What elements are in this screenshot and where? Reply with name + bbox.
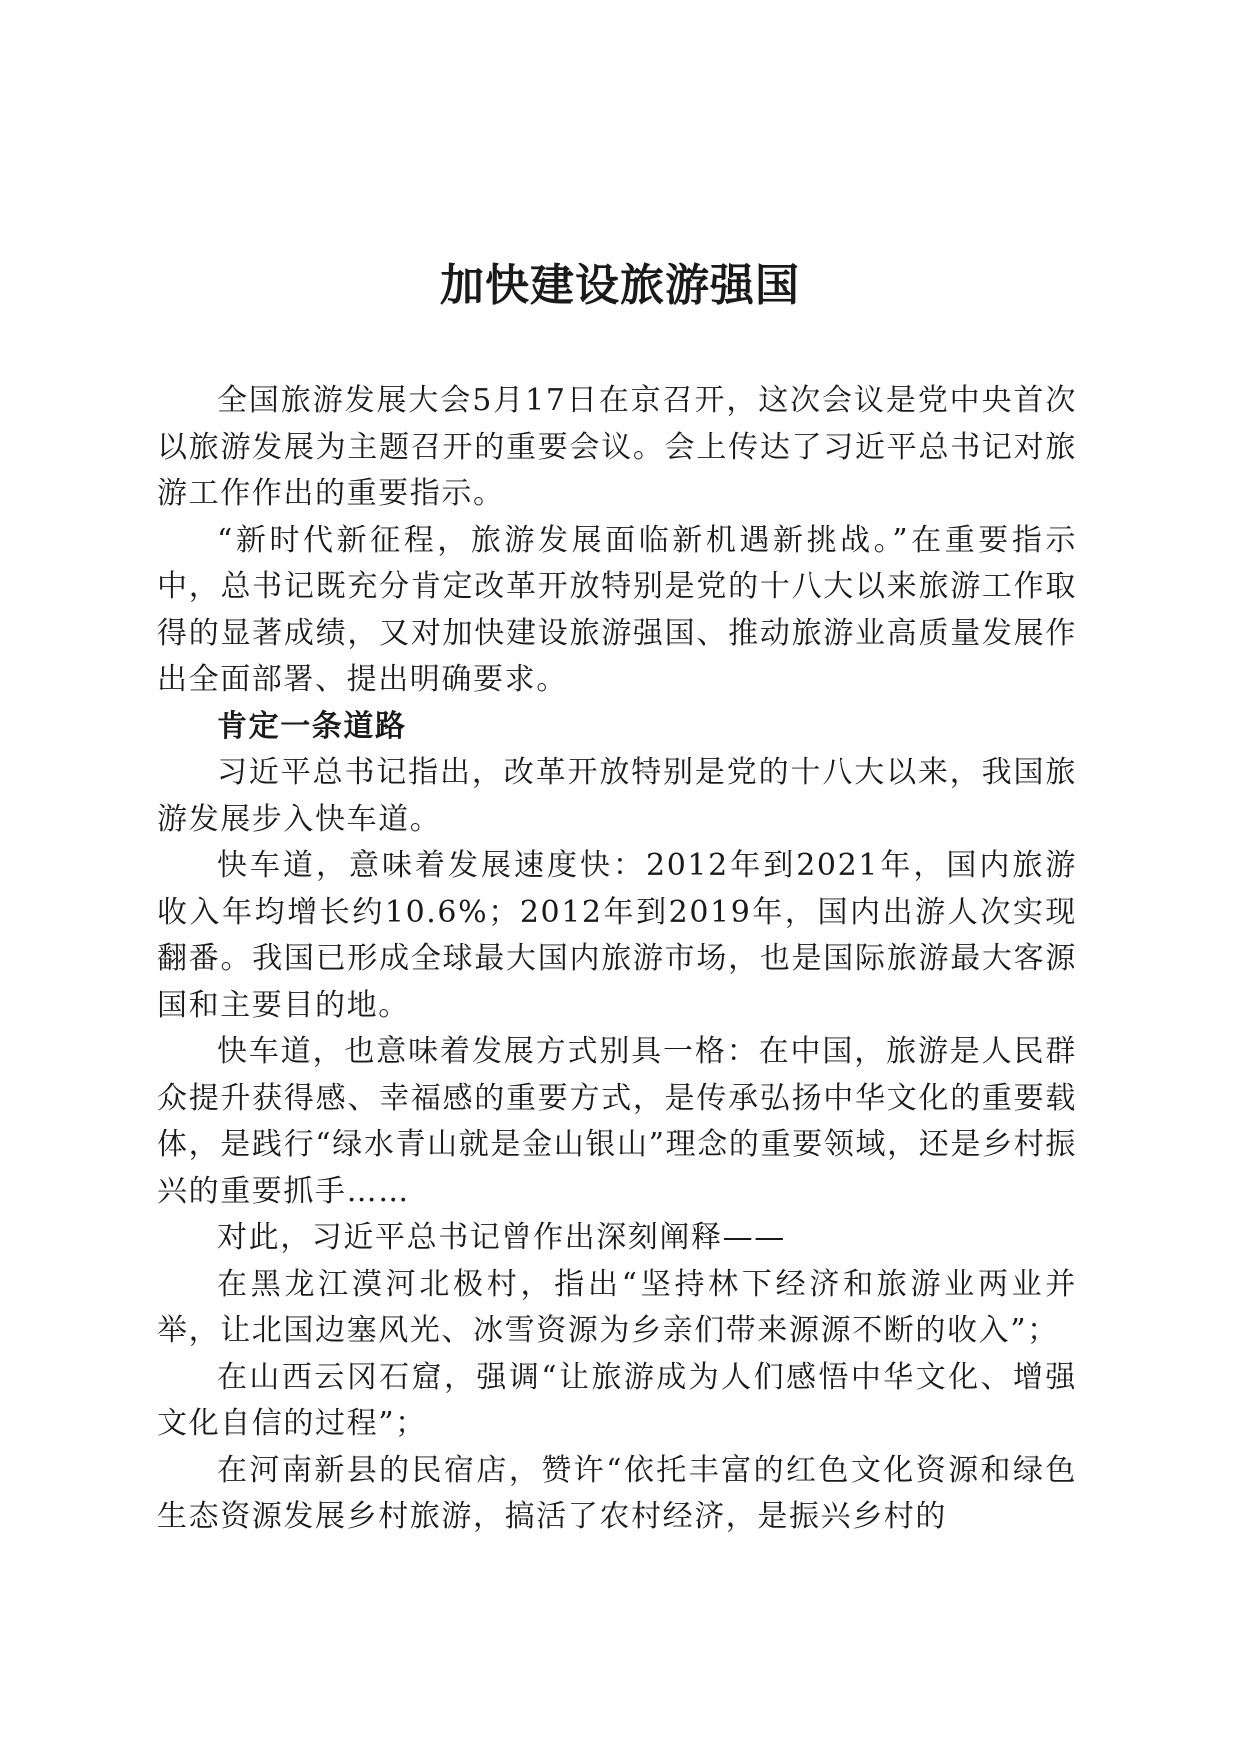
paragraph: 习近平总书记指出，改革开放特别是党的十八大以来，我国旅游发展步入快车道。: [157, 755, 1077, 837]
document-body: [157, 378, 1077, 1541]
document-title: 加快建设旅游强国: [440, 260, 800, 311]
paragraph: 快车道，意味着发展速度快：2012年到2021年，国内旅游收入年均增长约10.6%；2012年到2019年，国内出游人次实现翻番。我国已形成全球最大国内旅游市场，也是国际旅游最大客源国和主要目的地。: [157, 848, 1077, 1023]
section-heading: 肯定一条道路: [217, 708, 407, 744]
paragraph-intro: 全国旅游发展大会5月17日在京召开，这次会议是党中央首次以旅游发展为主题召开的重要会议。会上传达了习近平总书记对旅游工作作出的重要指示。: [157, 383, 1077, 511]
paragraph: 在河南新县的民宿店，赞许“依托丰富的红色文化资源和绿色生态资源发展乡村旅游，搞活了农村经济，是振兴乡村的: [157, 1452, 1077, 1534]
paragraph: 在山西云冈石窟，强调“让旅游成为人们感悟中华文化、增强文化自信的过程”；: [157, 1359, 1077, 1441]
paragraph: 对此，习近平总书记曾作出深刻阐释——: [217, 1220, 786, 1255]
paragraph: 在黑龙江漠河北极村，指出“坚持林下经济和旅游业两业并举，让北国边塞风光、冰雪资源为乡亲们带来源源不断的收入”；: [157, 1266, 1077, 1348]
paragraph: 快车道，也意味着发展方式别具一格：在中国，旅游是人民群众提升获得感、幸福感的重要方式，是传承弘扬中华文化的重要载体，是践行“绿水青山就是金山银山”理念的重要领域，还是乡村振兴的重要抓手……: [157, 1034, 1077, 1209]
paragraph-quote: “新时代新征程，旅游发展面临新机遇新挑战。”在重要指示中，总书记既充分肯定改革开放特别是党的十八大以来旅游工作取得的显著成绩，又对加快建设旅游强国、推动旅游业高质量发展作出全面部署、提出明确要求。: [157, 522, 1077, 697]
